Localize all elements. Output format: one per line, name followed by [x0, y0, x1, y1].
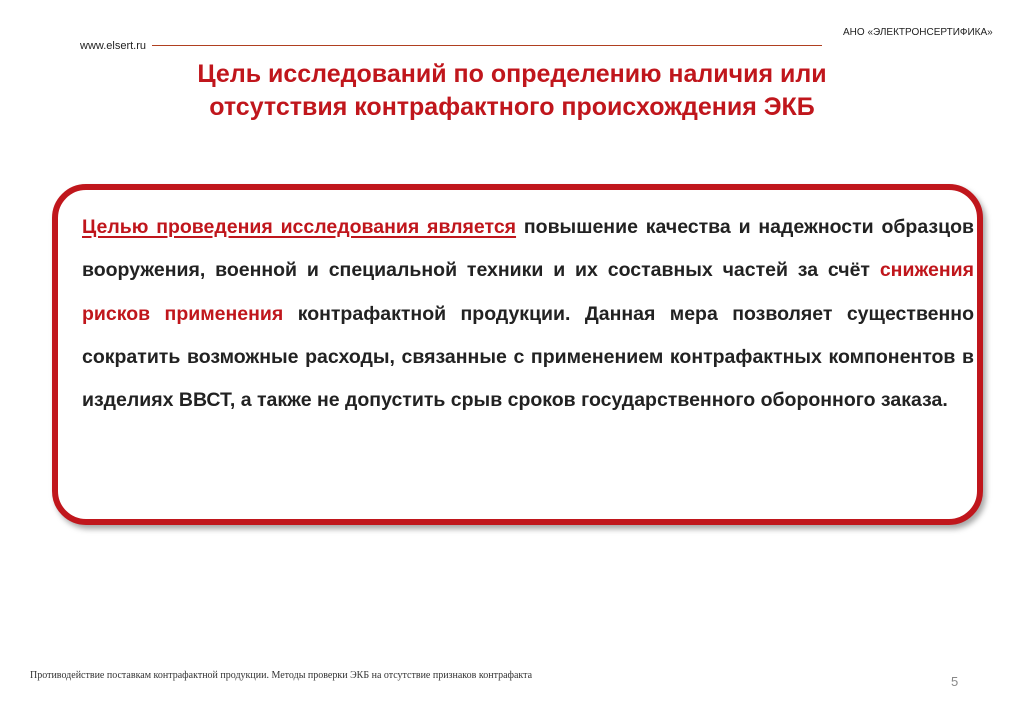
site-url[interactable]: www.elsert.ru [80, 40, 147, 52]
page-number: 5 [951, 674, 959, 689]
body-text-part-2: контрафактной продукции. Данная мера позволяет существенно сократить возможные расходы, связанные с применением контрафактных компонентов в изделиях ВВСТ, а также не допустить срыв сроков государственного оборонного заказа. [82, 302, 974, 412]
slide-title-line-1: Цель исследований по определению наличия или [197, 60, 827, 88]
organization-name: АНО «ЭЛЕКТРОНСЕРТИФИКА» [843, 27, 993, 38]
header-divider [152, 45, 822, 46]
footer-note: Противодействие поставкам контрафактной продукции. Методы проверки ЭКБ на отсутствие признаков контрафакта [30, 670, 533, 681]
lead-phrase: Целью проведения исследования является [82, 216, 517, 238]
slide-title-line-2: отсутствия контрафактного происхождения ЭКБ [209, 93, 815, 121]
body-text-part-1: повышение качества и надежности образцов вооружения, военной и специальной техники и их составных частей за счёт [82, 216, 974, 282]
slide-title [60, 58, 964, 124]
body-paragraph [82, 206, 974, 422]
highlight-phrase: снижения рисков применения [82, 259, 974, 325]
